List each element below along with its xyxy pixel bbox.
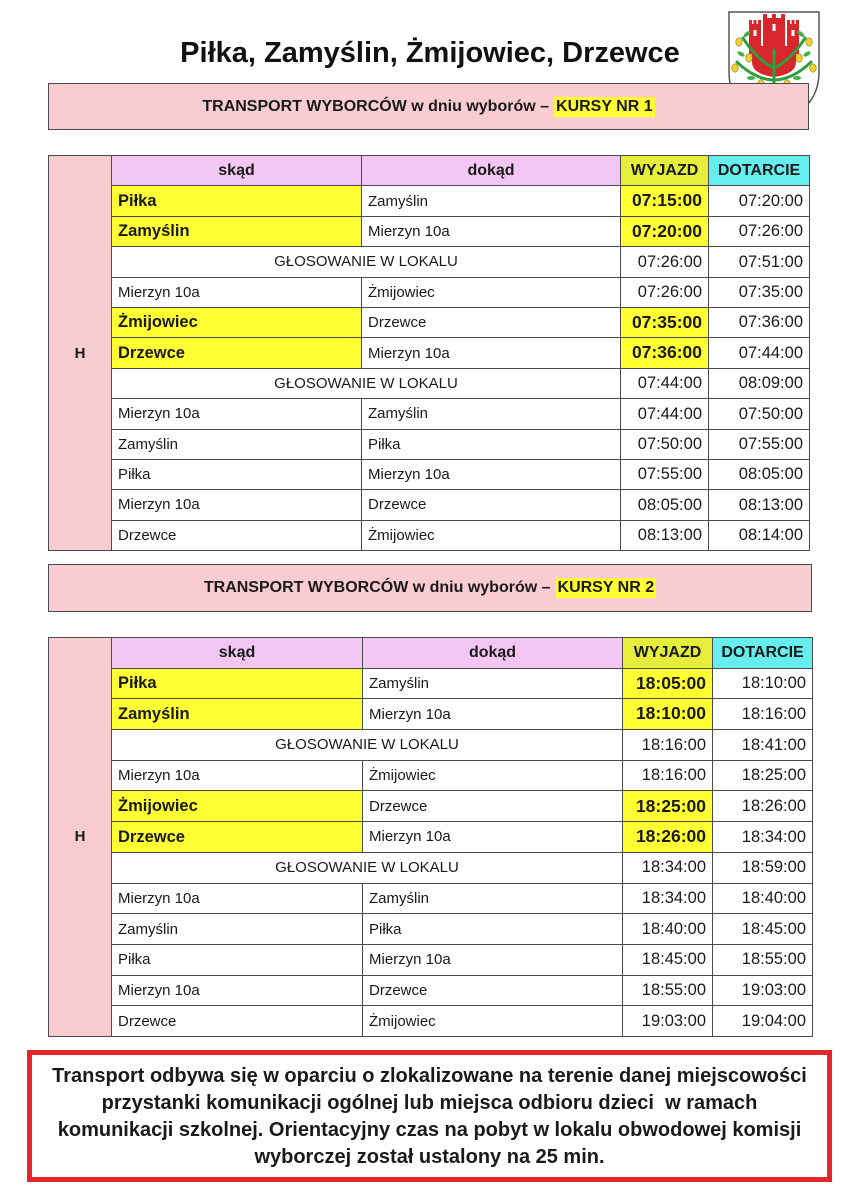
- departure-cell: 07:36:00: [621, 338, 709, 368]
- column-header-departure: WYJAZD: [621, 156, 709, 186]
- banner-course-label: KURSY NR 1: [556, 97, 653, 115]
- arrival-cell: 18:55:00: [713, 944, 813, 975]
- arrival-cell: 18:40:00: [713, 883, 813, 914]
- arrival-cell: 19:03:00: [713, 975, 813, 1006]
- destination-cell: Drzewce: [363, 975, 623, 1006]
- table-row: [49, 490, 810, 520]
- table-row: [49, 520, 810, 550]
- table-row: [49, 914, 813, 945]
- destination-cell: Zamyślin: [362, 186, 621, 216]
- departure-cell: 18:05:00: [623, 668, 713, 699]
- column-header-from: skąd: [112, 638, 363, 669]
- destination-cell: Drzewce: [362, 490, 621, 520]
- table-row: [49, 307, 810, 337]
- column-header-arrival: DOTARCIE: [713, 638, 813, 669]
- group-label-cell: H: [49, 638, 112, 1037]
- arrival-cell: 07:20:00: [709, 186, 810, 216]
- departure-cell: 19:03:00: [623, 1006, 713, 1037]
- table-row: [49, 944, 813, 975]
- departure-cell: 18:10:00: [623, 699, 713, 730]
- table-row: [49, 791, 813, 822]
- origin-cell: Mierzyn 10a: [112, 399, 362, 429]
- voting-row: [49, 247, 810, 277]
- origin-cell: Mierzyn 10a: [112, 975, 363, 1006]
- origin-cell: Zamyślin: [112, 216, 362, 246]
- destination-cell: Piłka: [362, 429, 621, 459]
- departure-cell: 18:34:00: [623, 883, 713, 914]
- arrival-cell: 08:09:00: [709, 368, 810, 398]
- origin-cell: Mierzyn 10a: [112, 760, 363, 791]
- origin-cell: Drzewce: [112, 338, 362, 368]
- table-row: [49, 822, 813, 853]
- arrival-cell: 07:35:00: [709, 277, 810, 307]
- banner-text: TRANSPORT WYBORCÓW w dniu wyborów –: [203, 579, 551, 596]
- origin-cell: Drzewce: [112, 822, 363, 853]
- origin-cell: Zamyślin: [112, 914, 363, 945]
- destination-cell: Drzewce: [362, 307, 621, 337]
- origin-cell: Piłka: [112, 186, 362, 216]
- voting-row: [49, 730, 813, 761]
- departure-cell: 07:15:00: [621, 186, 709, 216]
- origin-cell: Drzewce: [112, 1006, 363, 1037]
- column-header-departure: WYJAZD: [623, 638, 713, 669]
- arrival-cell: 07:55:00: [709, 429, 810, 459]
- arrival-cell: 18:10:00: [713, 668, 813, 699]
- destination-cell: Mierzyn 10a: [363, 822, 623, 853]
- origin-cell: Piłka: [112, 459, 362, 489]
- schedule-table-1: [48, 155, 810, 551]
- voting-stop-cell: GŁOSOWANIE W LOKALU: [112, 852, 623, 883]
- destination-cell: Mierzyn 10a: [362, 338, 621, 368]
- destination-cell: Mierzyn 10a: [362, 459, 621, 489]
- departure-cell: 07:44:00: [621, 399, 709, 429]
- origin-cell: Żmijowiec: [112, 307, 362, 337]
- banner-text: TRANSPORT WYBORCÓW w dniu wyborów –: [202, 97, 550, 115]
- departure-cell: 07:20:00: [621, 216, 709, 246]
- origin-cell: Mierzyn 10a: [112, 490, 362, 520]
- column-header-arrival: DOTARCIE: [709, 156, 810, 186]
- table-row: [49, 975, 813, 1006]
- destination-cell: Żmijowiec: [363, 1006, 623, 1037]
- departure-cell: 07:35:00: [621, 307, 709, 337]
- departure-cell: 18:34:00: [623, 852, 713, 883]
- table-row: [49, 699, 813, 730]
- departure-cell: 07:26:00: [621, 277, 709, 307]
- destination-cell: Żmijowiec: [362, 277, 621, 307]
- destination-cell: Mierzyn 10a: [362, 216, 621, 246]
- origin-cell: Zamyślin: [112, 429, 362, 459]
- table-row: [49, 399, 810, 429]
- departure-cell: 07:26:00: [621, 247, 709, 277]
- departure-cell: 18:40:00: [623, 914, 713, 945]
- voting-row: [49, 368, 810, 398]
- origin-cell: Mierzyn 10a: [112, 277, 362, 307]
- departure-cell: 18:25:00: [623, 791, 713, 822]
- origin-cell: Piłka: [112, 944, 363, 975]
- arrival-cell: 07:50:00: [709, 399, 810, 429]
- origin-cell: Drzewce: [112, 520, 362, 550]
- note-line: przystanki komunikacji ogólnej lub miejsca odbioru dzieci w ramach: [101, 1092, 758, 1114]
- table-row: [49, 429, 810, 459]
- table-row: [49, 216, 810, 246]
- page-title: Piłka, Zamyślin, Żmijowiec, Drzewce: [180, 37, 680, 69]
- destination-cell: Mierzyn 10a: [363, 699, 623, 730]
- voting-stop-cell: GŁOSOWANIE W LOKALU: [112, 247, 621, 277]
- column-header-to: dokąd: [362, 156, 621, 186]
- arrival-cell: 07:26:00: [709, 216, 810, 246]
- schedule-banner-1: [48, 83, 809, 130]
- origin-cell: Mierzyn 10a: [112, 883, 363, 914]
- arrival-cell: 07:44:00: [709, 338, 810, 368]
- voting-stop-cell: GŁOSOWANIE W LOKALU: [112, 730, 623, 761]
- departure-cell: 18:16:00: [623, 730, 713, 761]
- destination-cell: Zamyślin: [363, 883, 623, 914]
- arrival-cell: 08:14:00: [709, 520, 810, 550]
- note-line: wyborczej został ustalony na 25 min.: [254, 1146, 605, 1168]
- destination-cell: Zamyślin: [363, 668, 623, 699]
- arrival-cell: 07:51:00: [709, 247, 810, 277]
- voting-row: [49, 852, 813, 883]
- note-line: Transport odbywa się w oparciu o zlokalizowane na terenie danej miejscowości: [52, 1065, 807, 1087]
- arrival-cell: 18:26:00: [713, 791, 813, 822]
- destination-cell: Mierzyn 10a: [363, 944, 623, 975]
- origin-cell: Żmijowiec: [112, 791, 363, 822]
- table-row: [49, 338, 810, 368]
- departure-cell: 07:44:00: [621, 368, 709, 398]
- table-row: [49, 186, 810, 216]
- arrival-cell: 07:36:00: [709, 307, 810, 337]
- banner-course-label: KURSY NR 2: [557, 579, 655, 596]
- departure-cell: 08:05:00: [621, 490, 709, 520]
- table-row: [49, 277, 810, 307]
- arrival-cell: 18:59:00: [713, 852, 813, 883]
- departure-cell: 18:26:00: [623, 822, 713, 853]
- table-row: [49, 1006, 813, 1037]
- column-header-from: skąd: [112, 156, 362, 186]
- transport-note: [27, 1050, 832, 1182]
- arrival-cell: 18:45:00: [713, 914, 813, 945]
- destination-cell: Drzewce: [363, 791, 623, 822]
- arrival-cell: 18:41:00: [713, 730, 813, 761]
- arrival-cell: 19:04:00: [713, 1006, 813, 1037]
- arrival-cell: 18:25:00: [713, 760, 813, 791]
- departure-cell: 18:55:00: [623, 975, 713, 1006]
- group-label-cell: H: [49, 156, 112, 551]
- voting-stop-cell: GŁOSOWANIE W LOKALU: [112, 368, 621, 398]
- origin-cell: Piłka: [112, 668, 363, 699]
- arrival-cell: 18:34:00: [713, 822, 813, 853]
- destination-cell: Piłka: [363, 914, 623, 945]
- table-row: [49, 668, 813, 699]
- departure-cell: 08:13:00: [621, 520, 709, 550]
- departure-cell: 18:45:00: [623, 944, 713, 975]
- departure-cell: 07:55:00: [621, 459, 709, 489]
- destination-cell: Zamyślin: [362, 399, 621, 429]
- note-line: komunikacji szkolnej. Orientacyjny czas na pobyt w lokalu obwodowej komisji: [57, 1119, 802, 1141]
- schedule-banner-2: [48, 564, 812, 612]
- arrival-cell: 18:16:00: [713, 699, 813, 730]
- destination-cell: Żmijowiec: [362, 520, 621, 550]
- table-row: [49, 459, 810, 489]
- departure-cell: 18:16:00: [623, 760, 713, 791]
- schedule-table-2: [48, 637, 813, 1037]
- table-row: [49, 883, 813, 914]
- departure-cell: 07:50:00: [621, 429, 709, 459]
- column-header-to: dokąd: [363, 638, 623, 669]
- table-row: [49, 760, 813, 791]
- table-header-row: [49, 638, 813, 669]
- table-header-row: [49, 156, 810, 186]
- arrival-cell: 08:05:00: [709, 459, 810, 489]
- destination-cell: Żmijowiec: [363, 760, 623, 791]
- arrival-cell: 08:13:00: [709, 490, 810, 520]
- origin-cell: Zamyślin: [112, 699, 363, 730]
